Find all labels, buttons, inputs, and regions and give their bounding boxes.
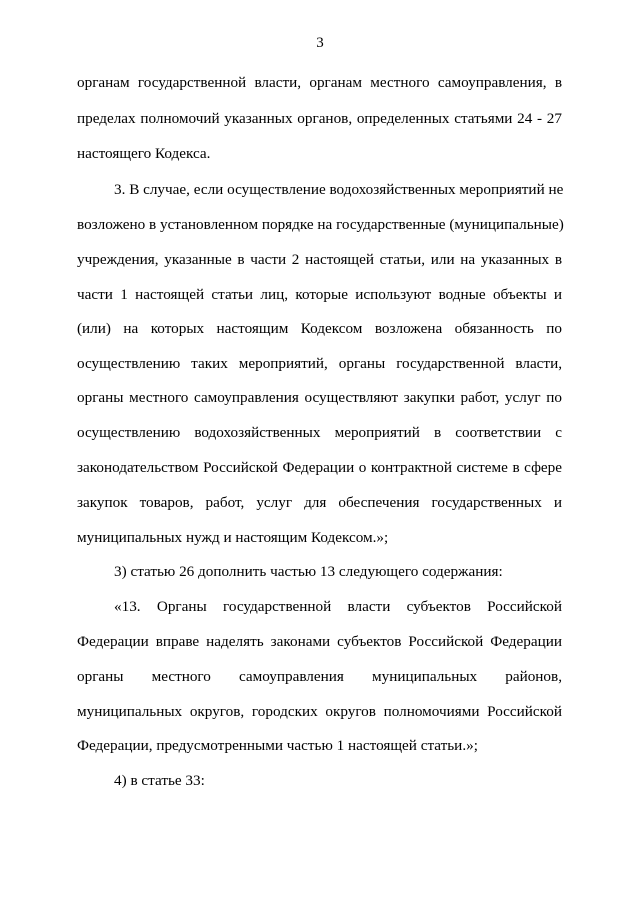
text-line: муниципальных нужд и настоящим Кодексом.»;: [77, 529, 389, 546]
text-line: возложено в установленном порядке на государственные (муниципальные): [77, 216, 564, 233]
text-line: Федерации, предусмотренными частью 1 настоящей статьи.»;: [77, 737, 478, 754]
page-number: 3: [316, 35, 324, 51]
text-line: учреждения, указанные в части 2 настоящей статьи, или на указанных в: [77, 251, 562, 268]
text-line: законодательством Российской Федерации о контрактной системе в сфере: [77, 459, 562, 476]
text-line: муниципальных округов, городских округов полномочиями Российской: [77, 703, 562, 720]
text-line: органы местного самоуправления осуществляют закупки работ, услуг по: [77, 389, 562, 406]
text-line: 3. В случае, если осуществление водохозяйственных мероприятий не: [114, 181, 564, 198]
text-line: настоящего Кодекса.: [77, 145, 211, 162]
text-line: органам государственной власти, органам местного самоуправления, в: [77, 74, 562, 91]
text-line: 3) статью 26 дополнить частью 13 следующего содержания:: [114, 563, 503, 580]
text-line: (или) на которых настоящим Кодексом возложена обязанность по: [77, 320, 562, 337]
text-line: 4) в статье 33:: [114, 772, 205, 789]
text-line: части 1 настоящей статьи лиц, которые используют водные объекты и: [77, 286, 562, 303]
text-line: осуществлению водохозяйственных мероприятий в соответствии с: [77, 424, 562, 441]
text-line: пределах полномочий указанных органов, определенных статьями 24 - 27: [77, 110, 562, 127]
text-line: «13. Органы государственной власти субъектов Российской: [114, 598, 562, 615]
text-line: закупок товаров, работ, услуг для обеспечения государственных и: [77, 494, 562, 511]
text-line: Федерации вправе наделять законами субъектов Российской Федерации: [77, 633, 562, 650]
text-line: осуществлению таких мероприятий, органы государственной власти,: [77, 355, 562, 372]
text-line: органы местного самоуправления муниципальных районов,: [77, 668, 562, 685]
